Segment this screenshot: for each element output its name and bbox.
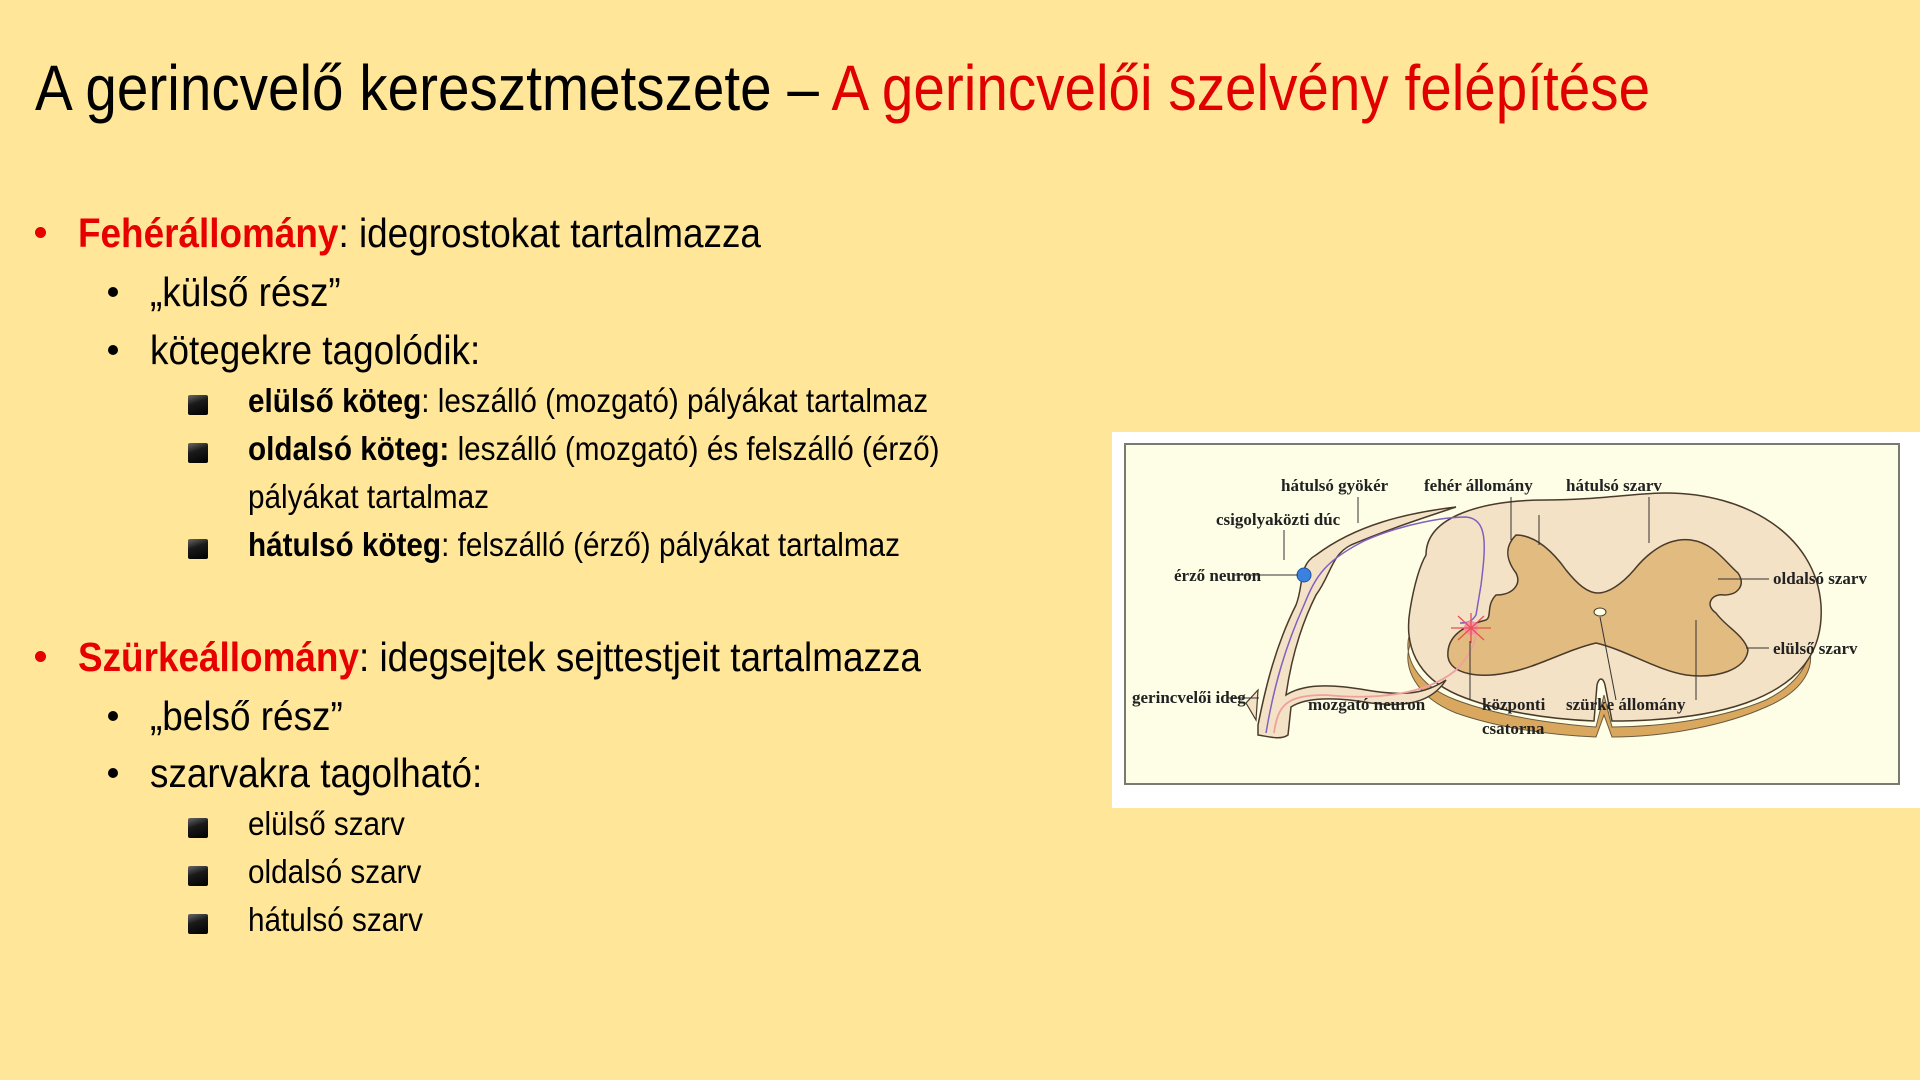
label-central: központi [1482,695,1546,714]
bullet-red-icon [35,651,46,662]
white-matter-term: Fehérállomány [78,210,339,256]
bullet-dot-icon [108,345,118,355]
label-dorsal-root: hátulsó gyökér [1281,476,1389,495]
label-motor-neuron: mozgató neuron [1308,695,1426,714]
label-spinal-nerve: gerincvelői ideg [1132,688,1246,707]
bullet-square-icon [188,539,208,559]
grey-matter-definition: : idegsejtek sejttestjeit tartalmazza [358,634,921,680]
tract-name: oldalsó köteg: [248,430,450,467]
sub-list-item [248,429,940,469]
bullet-red-icon [35,227,46,238]
label-sensory-neuron: érző neuron [1174,566,1262,585]
sub-list-item [248,381,928,421]
tract-description: : leszálló (mozgató) pályákat tartalmaz [421,382,929,419]
title-main: A gerincvelő keresztmetszete – [35,52,832,124]
title-accent: A gerincvelői szelvény felépítése [831,52,1651,124]
sub-list-item: elülső szarv [248,805,405,842]
nerve-branch-shape [1246,690,1258,720]
bullet-dot-icon [108,768,118,778]
bullet-square-icon [188,866,208,886]
list-item: kötegekre tagolódik: [150,327,481,373]
label-spinal-ganglion: csigolyaközti dúc [1216,510,1341,529]
label-grey-matter: szürke állomány [1566,695,1686,714]
bullet-square-icon [188,914,208,934]
slide-title [35,52,1650,124]
section-grey-matter-heading [78,633,921,681]
figure-frame [1124,443,1900,785]
list-item: „külső rész” [150,269,341,315]
label-canal: csatorna [1482,719,1545,738]
bullet-dot-icon [108,287,118,297]
sub-list-item: oldalsó szarv [248,853,422,890]
tract-name: hátulsó köteg [248,526,442,563]
bullet-dot-icon [108,711,118,721]
label-white-matter: fehér állomány [1424,476,1533,495]
sub-list-item-continuation: pályákat tartalmaz [248,478,490,515]
section-white-matter-heading [78,209,761,257]
bullet-square-icon [188,443,208,463]
tract-name: elülső köteg [248,382,422,419]
label-dorsal-horn: hátulsó szarv [1566,476,1662,495]
sub-list-item [248,525,900,565]
spinal-cord-diagram [1126,445,1902,787]
central-canal-shape [1594,608,1606,616]
label-ventral-horn: elülső szarv [1773,639,1858,658]
tract-description: : felszálló (érző) pályákat tartalmaz [441,526,900,563]
spinal-cord-figure [1112,432,1920,808]
bullet-square-icon [188,395,208,415]
bullet-square-icon [188,818,208,838]
grey-matter-term: Szürkeállomány [78,634,359,680]
sensory-neuron-icon [1297,568,1311,582]
white-matter-definition: : idegrostokat tartalmazza [338,210,761,256]
label-lateral-horn: oldalsó szarv [1773,569,1867,588]
list-item: „belső rész” [150,693,343,739]
tract-description: leszálló (mozgató) és felszálló (érző) [449,430,940,467]
list-item: szarvakra tagolható: [150,750,483,796]
sub-list-item: hátulsó szarv [248,901,423,938]
